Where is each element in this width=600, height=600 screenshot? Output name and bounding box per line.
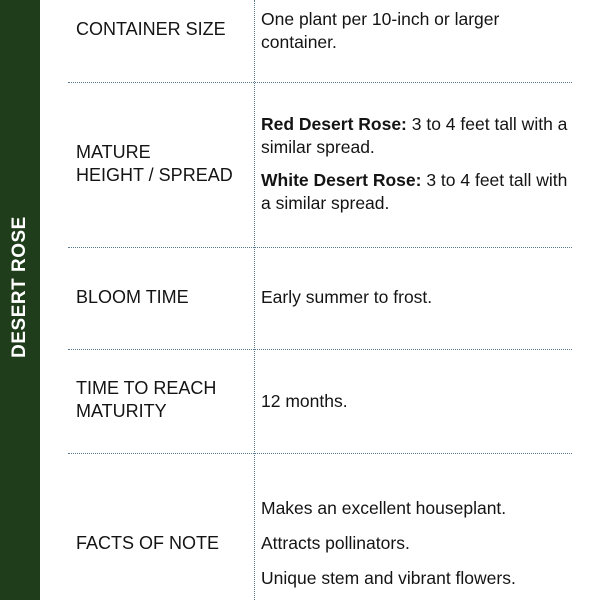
row-divider: [68, 247, 572, 248]
mature-height-label: [76, 141, 246, 187]
maturity-value: 12 months.: [261, 391, 348, 411]
fact-item: Unique stem and vibrant flowers.: [261, 568, 516, 588]
facts-list: [261, 497, 581, 590]
facts-label: FACTS OF NOTE: [76, 533, 220, 553]
red-desert-rose-size: 3 to 4 feet tall with a similar spread.: [261, 114, 568, 157]
fact-item: Attracts pollinators.: [261, 533, 410, 553]
mature-height-label-line1: MATURE: [76, 142, 151, 162]
bloom-time-value: Early summer to frost.: [261, 287, 433, 307]
mature-height-label-line2: HEIGHT / SPREAD: [76, 165, 233, 185]
mature-height-value: [261, 113, 576, 215]
sidebar-band: [0, 0, 40, 600]
white-desert-rose-size: 3 to 4 feet tall with a similar spread.: [261, 170, 568, 213]
white-desert-rose-name: White Desert Rose:: [261, 170, 422, 190]
container-size-value: One plant per 10-inch or larger container.: [261, 9, 500, 52]
red-desert-rose-name: Red Desert Rose:: [261, 114, 407, 134]
fact-item: Makes an excellent houseplant.: [261, 498, 507, 518]
row-divider: [68, 349, 572, 350]
sidebar-title: DESERT ROSE: [9, 216, 30, 358]
maturity-label: [76, 377, 246, 423]
bloom-time-label: BLOOM TIME: [76, 287, 189, 307]
row-divider: [68, 82, 572, 83]
column-divider: [254, 0, 255, 600]
row-divider: [68, 453, 572, 454]
container-size-label: CONTAINER SIZE: [76, 19, 226, 39]
maturity-label-line1: TIME TO REACH: [76, 378, 217, 398]
white-desert-rose-entry: [261, 169, 576, 215]
red-desert-rose-entry: [261, 113, 576, 159]
maturity-label-line2: MATURITY: [76, 401, 167, 421]
